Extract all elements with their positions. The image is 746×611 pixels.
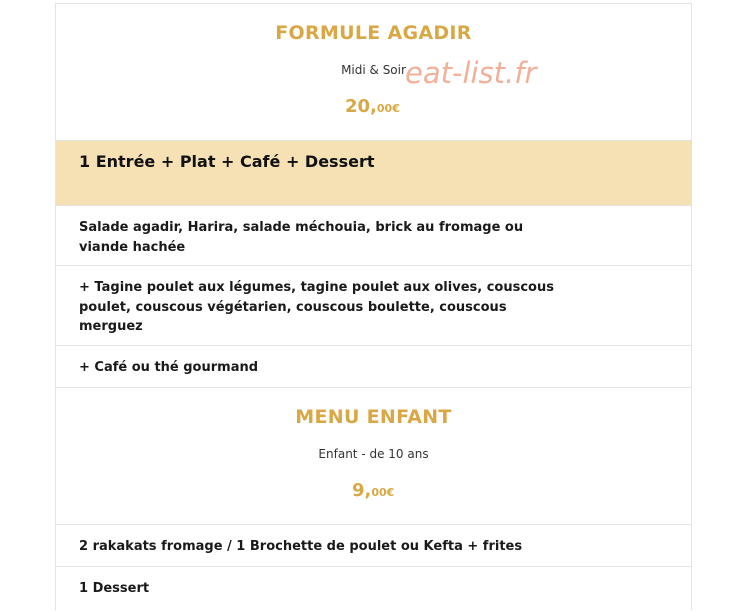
formule-subtitle: Midi & Soir <box>341 63 406 77</box>
enfant-header <box>56 388 691 525</box>
formule-cafe: + Café ou thé gourmand <box>79 360 259 375</box>
formule-title: FORMULE AGADIR <box>275 22 472 44</box>
enfant-dessert: 1 Dessert <box>79 581 150 596</box>
formule-band <box>56 141 691 206</box>
formule-price <box>345 96 400 117</box>
enfant-title: MENU ENFANT <box>295 406 452 428</box>
list-item <box>56 206 691 266</box>
enfant-price-cents: 00€ <box>371 486 395 499</box>
enfant-price <box>352 480 394 501</box>
enfant-plat: 2 rakakats fromage / 1 Brochette de poulet ou Kefta + frites <box>79 539 523 554</box>
menu-card <box>55 3 692 610</box>
formule-price-main: 20, <box>345 96 377 117</box>
formule-header <box>56 4 691 141</box>
formule-band-text: 1 Entrée + Plat + Café + Dessert <box>79 152 375 171</box>
watermark: eat-list.fr <box>405 56 537 90</box>
enfant-price-main: 9, <box>352 480 372 501</box>
list-item <box>56 266 691 346</box>
formule-entree: Salade agadir, Harira, salade méchouia, brick au fromage ou viande hachée <box>79 220 524 255</box>
formule-price-cents: 00€ <box>376 102 400 115</box>
formule-plat: + Tagine poulet aux légumes, tagine poulet aux olives, couscous poulet, couscous végétarien, couscous boulette, couscous merguez <box>79 280 554 334</box>
list-item <box>56 567 691 611</box>
list-item <box>56 525 691 567</box>
list-item <box>56 346 691 388</box>
enfant-subtitle: Enfant - de 10 ans <box>318 447 429 461</box>
